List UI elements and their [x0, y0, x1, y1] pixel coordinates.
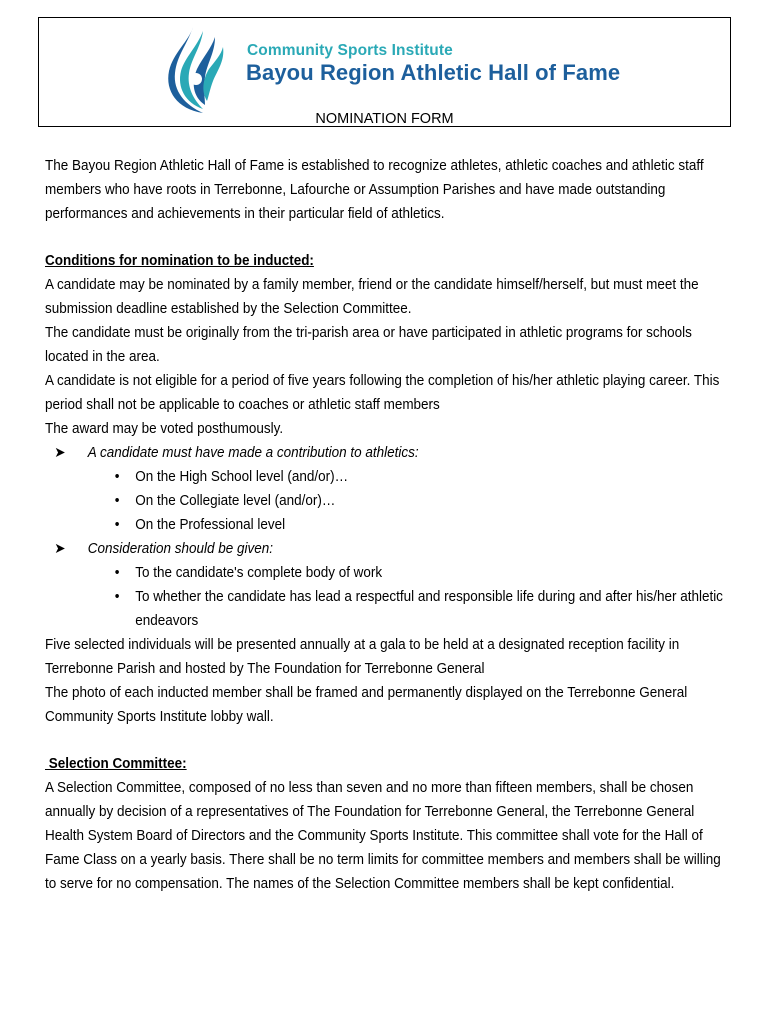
list-item — [45, 585, 735, 633]
intro-paragraph: The Bayou Region Athletic Hall of Fame is established to recognize athletes, athletic coaches and athletic staff members who have roots in Terrebonne, Lafourche or Assumption Parishes and have made outstanding performances and achievements in their particular field of athletics. — [45, 158, 704, 222]
org-title: Bayou Region Athletic Hall of Fame — [246, 60, 621, 85]
list-item — [45, 489, 735, 513]
consideration-label: Consideration should be given: — [87, 541, 273, 557]
bullet-icon: • — [114, 517, 120, 533]
condition-line: The award may be voted posthumously. — [45, 421, 284, 437]
list-item — [45, 561, 735, 585]
selection-heading: Selection Committee: — [45, 756, 187, 772]
selection-paragraph: A Selection Committee, composed of no less than seven and no more than fifteen members, shall be chosen annually by decision of a representatives of The Foundation for Terrebonne General, the Terrebonne General Health System Board of Directors and the Community Sports Institute. This committee shall vote for the Hall of Fame Class on a yearly basis. There shall be no term limits for committee members and members shall be willing to serve for no compensation. The names of the Selection Committee members shall be kept confidential. — [45, 780, 721, 892]
list-item-text: To whether the candidate has lead a respectful and responsible life during and after his/her athletic endeavors — [135, 589, 723, 629]
condition-line: The candidate must be originally from the tri-parish area or have participated in athletic programs for schools located in the area. — [45, 325, 692, 365]
conditions-heading: Conditions for nomination to be inducted: — [45, 253, 314, 269]
bullet-icon: • — [114, 565, 120, 581]
flame-logo-icon — [163, 21, 243, 115]
list-item-text: On the Professional level — [135, 517, 286, 533]
org-subtitle: Community Sports Institute — [247, 42, 453, 59]
contribution-item — [45, 441, 735, 465]
arrow-bullet-icon: ➤ — [54, 445, 66, 461]
bullet-icon: • — [114, 589, 120, 605]
bullet-icon: • — [114, 469, 120, 485]
form-body — [45, 154, 735, 896]
arrow-bullet-icon: ➤ — [54, 541, 66, 557]
contribution-label: A candidate must have made a contribution to athletics: — [87, 445, 419, 461]
list-item — [45, 465, 735, 489]
list-item-text: On the Collegiate level (and/or)… — [135, 493, 336, 509]
form-title: NOMINATION FORM — [315, 111, 454, 127]
condition-line: A candidate is not eligible for a period of five years following the completion of his/her athletic playing career. This period shall not be applicable to coaches or athletic staff members — [45, 373, 720, 413]
closing-line: The photo of each inducted member shall be framed and permanently displayed on the Terrebonne General Community Sports Institute lobby wall. — [45, 685, 688, 725]
consideration-item — [45, 537, 735, 561]
condition-line: A candidate may be nominated by a family member, friend or the candidate himself/herself, but must meet the submission deadline established by the Selection Committee. — [45, 277, 699, 317]
bullet-icon: • — [114, 493, 120, 509]
list-item-text: To the candidate's complete body of work — [135, 565, 383, 581]
closing-line: Five selected individuals will be presented annually at a gala to be held at a designated reception facility in Terrebonne Parish and hosted by The Foundation for Terrebonne General — [45, 637, 680, 677]
header-box — [38, 17, 731, 127]
list-item — [45, 513, 735, 537]
list-item-text: On the High School level (and/or)… — [135, 469, 349, 485]
